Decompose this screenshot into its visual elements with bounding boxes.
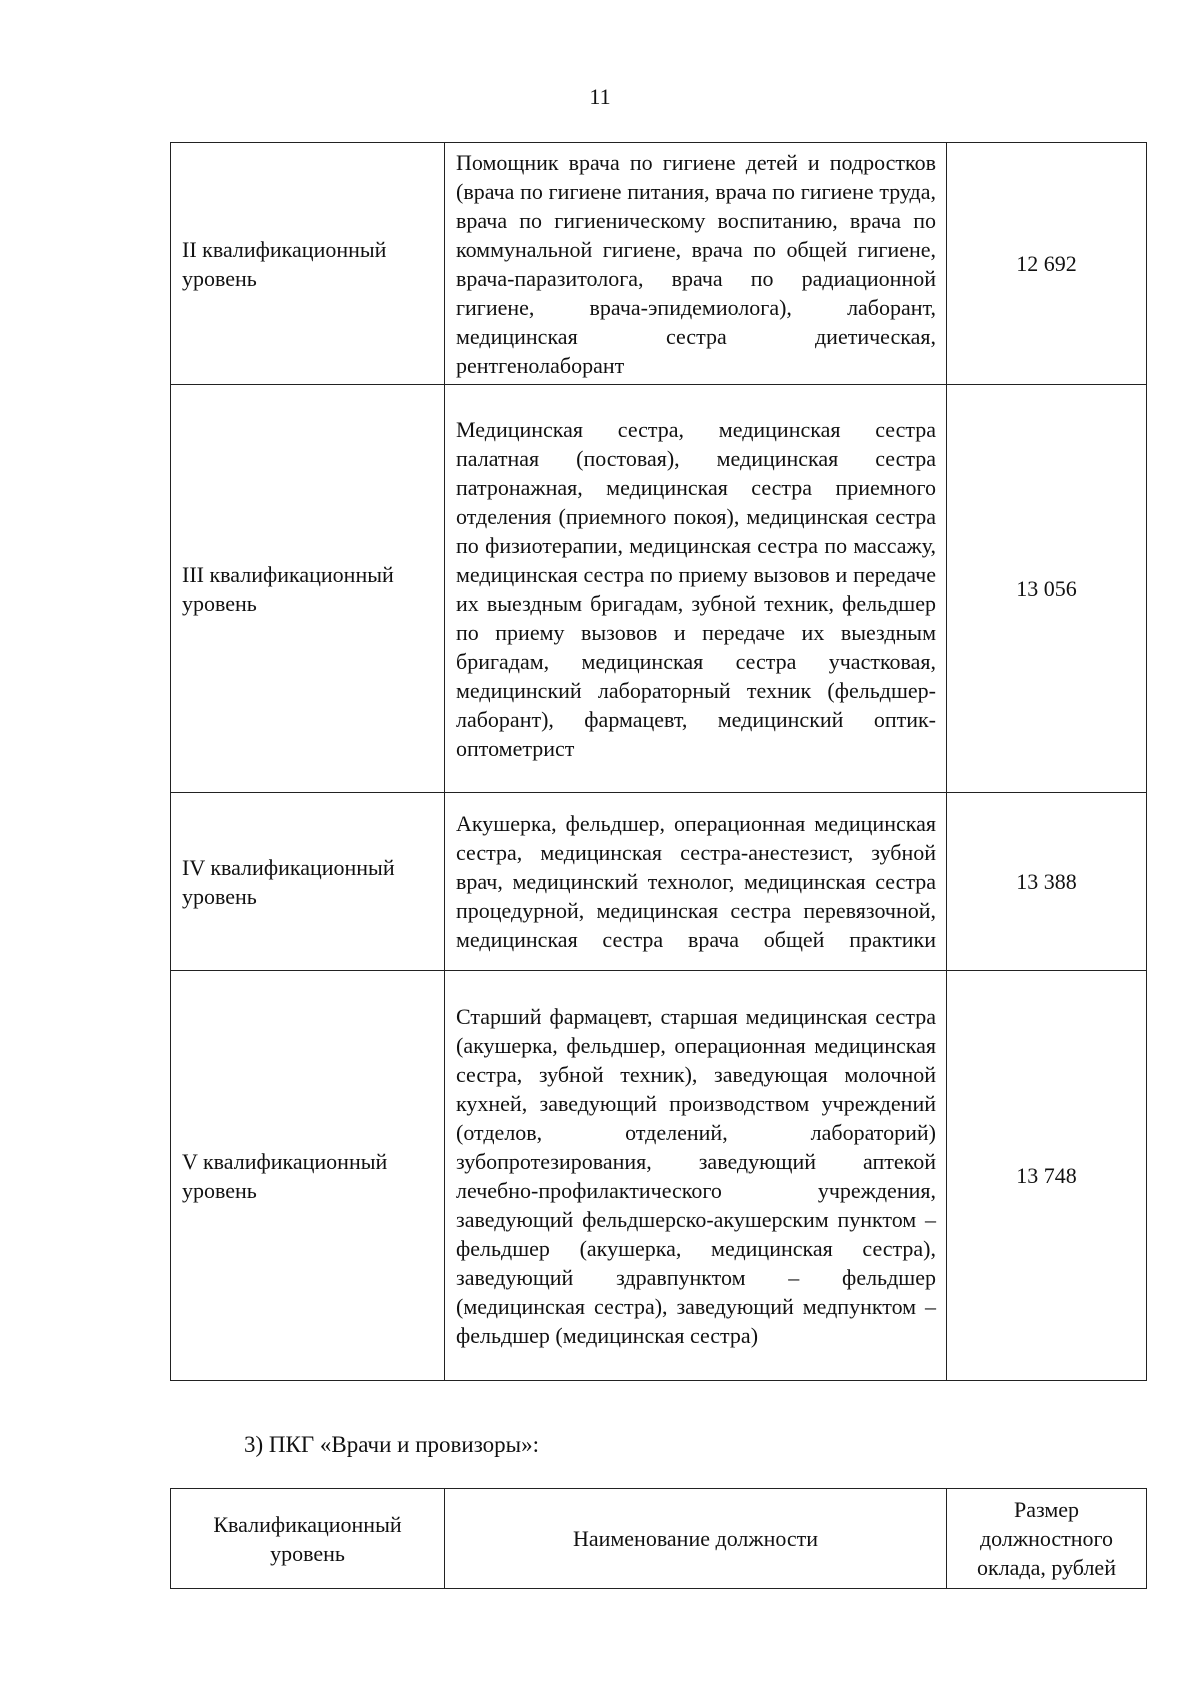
table-header-row xyxy=(171,1489,1147,1589)
positions-cell: Медицинская сестра, медицинская сестра палатная (постовая), медицинская сестра патронажная, медицинская сестра приемного отделения (приемного покоя), медицинская сестра по физиотерапии, медицинская сестра по массажу, медицинская сестра по приему вызовов и передаче их выездным бригадам, зубной техник, фельдшер по приему вызовов и передаче их выездным бригадам, медицинская сестра участковая, медицинский лабораторный техник (фельдшер-лаборант), фармацевт, медицинский оптик-оптометрист xyxy=(445,385,947,793)
table-row xyxy=(171,385,1147,793)
header-level: Квалификационный уровень xyxy=(171,1489,445,1589)
salary-cell: 13 056 xyxy=(947,385,1147,793)
salary-cell: 13 388 xyxy=(947,793,1147,971)
header-position: Наименование должности xyxy=(445,1489,947,1589)
table-row xyxy=(171,793,1147,971)
level-cell: V квалификационный уровень xyxy=(171,971,445,1381)
salary-cell: 12 692 xyxy=(947,143,1147,385)
header-salary: Размер должностного оклада, рублей xyxy=(947,1489,1147,1589)
salary-cell: 13 748 xyxy=(947,971,1147,1381)
table-row xyxy=(171,971,1147,1381)
salary-table-continued xyxy=(170,142,1147,1381)
table-row xyxy=(171,143,1147,385)
level-cell: IV квалификационный уровень xyxy=(171,793,445,971)
section-caption: 3) ПКГ «Врачи и провизоры»: xyxy=(244,1432,539,1457)
level-cell: II квалификационный уровень xyxy=(171,143,445,385)
level-cell: III квалификационный уровень xyxy=(171,385,445,793)
positions-cell: Акушерка, фельдшер, операционная медицинская сестра, медицинская сестра-анестезист, зубной врач, медицинский технолог, медицинская сестра процедурной, медицинская сестра перевязочной, медицинская сестра врача общей практики xyxy=(445,793,947,971)
positions-cell: Старший фармацевт, старшая медицинская сестра (акушерка, фельдшер, операционная медицинская сестра, зубной техник), заведующая молочной кухней, заведующий производством учреждений (отделов, отделений, лабораторий) зубопротезирования, заведующий аптекой лечебно-профилактического учреждения, заведующий фельдшерско-акушерским пунктом – фельдшер (акушерка, медицинская сестра), заведующий здравпунктом – фельдшер (медицинская сестра), заведующий медпунктом – фельдшер (медицинская сестра) xyxy=(445,971,947,1381)
positions-cell: Помощник врача по гигиене детей и подростков (врача по гигиене питания, врача по гигиене труда, врача по гигиеническому воспитанию, врача по коммунальной гигиене, врача по общей гигиене, врача-паразитолога, врача по радиационной гигиене, врача-эпидемиолога), лаборант, медицинская сестра диетическая, рентгенолаборант xyxy=(445,143,947,385)
page-number: 11 xyxy=(589,84,611,109)
doctors-salary-table xyxy=(170,1488,1147,1589)
